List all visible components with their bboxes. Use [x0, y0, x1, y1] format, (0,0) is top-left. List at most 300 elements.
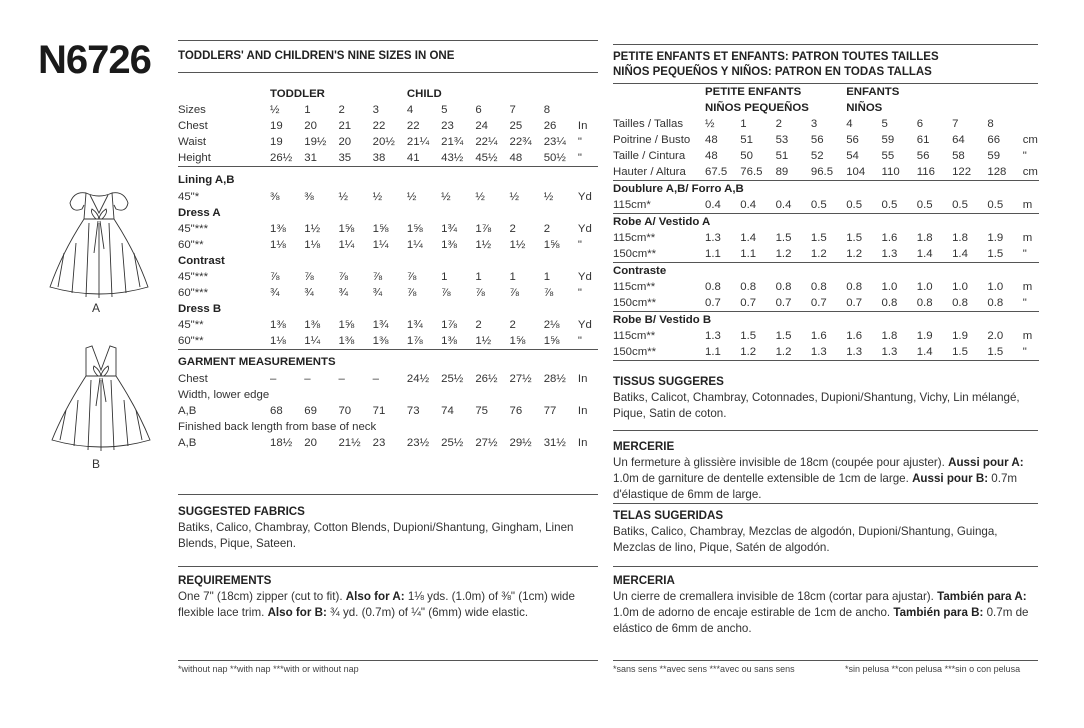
- row-label: 60"**: [178, 335, 204, 347]
- cell-value: 1.3: [881, 248, 898, 260]
- cell-value: ½: [509, 191, 520, 203]
- cell-value: 1½: [509, 239, 526, 251]
- cell-value: 3: [372, 104, 379, 116]
- cell-value: 24: [475, 120, 488, 132]
- table-row: [178, 102, 598, 118]
- cell-value: 1⅜: [304, 319, 321, 331]
- cell-value: 76: [509, 405, 523, 417]
- cell-value: 24½: [406, 373, 430, 385]
- toddler-header-es: NIÑOS PEQUEÑOS: [705, 102, 809, 114]
- table-row: [178, 387, 598, 403]
- unit-label: cm: [1022, 166, 1038, 178]
- unit-label: ": [577, 287, 582, 299]
- cell-value: 1: [740, 118, 747, 130]
- unit-label: [578, 102, 598, 118]
- cell-value: 1: [304, 104, 311, 116]
- cell-value: 1.3: [705, 232, 721, 244]
- cell-value: 0.7: [740, 297, 757, 309]
- cell-value: 22¾: [509, 136, 532, 148]
- section-title: Lining A,B: [178, 167, 598, 190]
- cell-value: 8: [987, 118, 994, 130]
- cell-value: 1.2: [810, 248, 827, 260]
- cell-value: 41: [406, 152, 420, 164]
- cell-value: 19: [270, 136, 283, 148]
- cell-value: 0.5: [881, 199, 898, 211]
- cell-value: 0.8: [881, 297, 898, 309]
- cell-value: 48: [705, 150, 718, 162]
- cell-value: ⅜: [270, 191, 280, 203]
- cell-value: 23: [372, 437, 386, 449]
- dress-a-illustration: [44, 183, 154, 303]
- row-label: Poitrine / Busto: [613, 134, 691, 146]
- cell-value: 7: [952, 118, 959, 130]
- cell-value: 31½: [543, 437, 566, 449]
- cell-value: 4: [846, 118, 853, 130]
- cell-value: 1.2: [775, 346, 792, 358]
- unit-label: In: [577, 437, 588, 449]
- cell-value: 22: [406, 120, 420, 132]
- cell-value: 1⅜: [372, 335, 389, 347]
- table-row: [613, 295, 1039, 312]
- unit-label: ": [577, 152, 582, 164]
- cell-value: 1⅛: [304, 239, 321, 251]
- section-title: Dress A: [178, 207, 221, 219]
- cell-value: ⅞: [441, 287, 451, 299]
- row-label: Width, lower edge: [178, 389, 270, 401]
- cell-value: 54: [846, 150, 859, 162]
- cell-value: 50½: [543, 152, 566, 164]
- cell-value: 50: [740, 150, 753, 162]
- cell-value: 8: [543, 104, 551, 116]
- table-row: [178, 205, 598, 221]
- dress-b-illustration: [46, 340, 156, 455]
- cell-value: 1.9: [952, 330, 968, 342]
- cell-value: 64: [952, 134, 965, 146]
- cell-value: 1⅜: [441, 239, 457, 251]
- row-label: 115cm**: [613, 281, 656, 293]
- cell-value: 0.7: [846, 297, 863, 309]
- cell-value: 0.8: [846, 281, 863, 293]
- toddler-header: TODDLER: [270, 88, 325, 100]
- cell-value: ⅞: [372, 271, 383, 283]
- unit-label: In: [577, 373, 588, 385]
- row-label: Finished back length from base of neck: [178, 421, 377, 433]
- table-row: [613, 84, 1039, 100]
- cell-value: 5: [881, 118, 888, 130]
- unit-label: ": [577, 335, 582, 347]
- cell-value: 1.6: [810, 330, 827, 342]
- row-label: Sizes: [178, 104, 206, 116]
- cell-value: 71: [372, 405, 386, 417]
- row-label: 150cm**: [613, 297, 657, 309]
- child-header-fr: ENFANTS: [846, 86, 900, 98]
- cell-value: 5: [441, 104, 448, 116]
- cell-value: 110: [881, 166, 900, 178]
- cell-value: 1½: [304, 223, 321, 235]
- cell-value: 25½: [441, 437, 464, 449]
- cell-value: 1.0: [916, 281, 933, 293]
- cell-value: 56: [916, 150, 930, 162]
- unit-label: ": [1022, 297, 1027, 309]
- cell-value: 1.8: [916, 232, 933, 244]
- cell-value: 19: [270, 120, 283, 132]
- cell-value: 128: [987, 166, 1007, 178]
- cell-value: 68: [270, 405, 283, 417]
- table-row: [178, 221, 598, 237]
- fr-tissus: TISSUS SUGGERES Batiks, Calicot, Chambray, Cotonnades, Dupioni/Shantung, Vichy, Lin mélangé, Pique, Satin de coton.: [613, 375, 1020, 420]
- table-row: [613, 116, 1039, 132]
- cell-value: ½: [475, 191, 485, 203]
- table-row: [613, 328, 1039, 344]
- fr-title: PETITE ENFANTS ET ENFANTS: PATRON TOUTES TAILLES: [613, 51, 939, 63]
- row-label: Tailles / Tallas: [613, 118, 684, 130]
- cell-value: 1.3: [705, 330, 721, 342]
- section-title: Dress B: [178, 303, 222, 315]
- cell-value: 2.0: [987, 330, 1004, 342]
- row-label: Waist: [178, 136, 207, 148]
- cell-value: 48: [509, 152, 523, 164]
- en-size-table: [178, 86, 598, 451]
- child-header-es: NIÑOS: [846, 102, 883, 114]
- table-row: [178, 333, 598, 350]
- section-title: Robe A/ Vestido A: [613, 214, 1039, 231]
- row-label: Taille / Cintura: [613, 150, 686, 162]
- cell-value: ⅜: [304, 191, 314, 203]
- cell-value: 0.8: [740, 281, 757, 293]
- cell-value: 59: [987, 150, 1001, 162]
- unit-label: m: [1022, 232, 1033, 244]
- table-row: [178, 285, 598, 301]
- cell-value: 55: [881, 150, 895, 162]
- cell-value: 27½: [475, 437, 498, 449]
- cell-value: 1⅞: [441, 319, 457, 331]
- table-row: [178, 350, 598, 372]
- cell-value: 26: [543, 120, 557, 132]
- cell-value: –: [372, 373, 379, 385]
- cell-value: 1.2: [846, 248, 863, 260]
- table-row: [178, 189, 598, 205]
- table-row: [613, 214, 1039, 231]
- cell-value: 0.8: [952, 297, 968, 309]
- unit-label: cm: [1022, 134, 1038, 146]
- unit-label: m: [1022, 330, 1033, 342]
- cell-value: 1.5: [810, 232, 827, 244]
- cell-value: 0.4: [705, 199, 721, 211]
- cell-value: 1¾: [372, 319, 389, 331]
- cell-value: ¾: [338, 287, 348, 299]
- cell-value: ⅞: [406, 287, 417, 299]
- cell-value: 1.8: [881, 330, 898, 342]
- unit-label: Yd: [577, 319, 592, 331]
- table-row: [178, 435, 598, 451]
- cell-value: ⅞: [475, 287, 485, 299]
- table-row: [613, 312, 1039, 329]
- row-label: 45"**: [178, 319, 204, 331]
- cell-value: 4: [406, 104, 414, 116]
- cell-value: 1.0: [952, 281, 968, 293]
- cell-value: 2: [338, 104, 345, 116]
- cell-value: 6: [475, 104, 482, 116]
- unit-label: m: [1022, 281, 1033, 293]
- cell-value: 89: [775, 166, 789, 178]
- en-title: TODDLERS' AND CHILDREN'S NINE SIZES IN ONE: [178, 50, 455, 62]
- cell-value: 53: [775, 134, 789, 146]
- cell-value: 31: [304, 152, 317, 164]
- cell-value: 75: [475, 405, 488, 417]
- child-header: CHILD: [406, 88, 442, 100]
- cell-value: 1¾: [406, 319, 423, 331]
- cell-value: ⅞: [406, 271, 417, 283]
- cell-value: ¾: [270, 287, 280, 299]
- table-row: [178, 150, 598, 167]
- cell-value: ½: [372, 191, 383, 203]
- cell-value: ¾: [372, 287, 383, 299]
- cell-value: 2: [509, 223, 516, 235]
- unit-label: In: [577, 405, 588, 417]
- cell-value: ⅞: [338, 271, 348, 283]
- cell-value: 1⅜: [270, 319, 286, 331]
- cell-value: 25½: [441, 373, 464, 385]
- table-row: [178, 403, 598, 419]
- es-footnote: *sin pelusa **con pelusa ***sin o con pelusa: [845, 664, 1021, 674]
- cell-value: 1⅝: [338, 223, 355, 235]
- unit-label: Yd: [577, 191, 592, 203]
- cell-value: 1⅛: [270, 335, 286, 347]
- cell-value: 1⅜: [270, 223, 286, 235]
- table-row: [613, 148, 1039, 164]
- cell-value: 0.7: [810, 297, 827, 309]
- cell-value: 1.6: [846, 330, 863, 342]
- cell-value: 21½: [338, 437, 361, 449]
- cell-value: 56: [846, 134, 859, 146]
- table-row: [178, 118, 598, 134]
- cell-value: 1.5: [952, 346, 968, 358]
- cell-value: –: [338, 373, 345, 385]
- cell-value: 1⅞: [406, 335, 423, 347]
- cell-value: 0.7: [775, 297, 792, 309]
- table-row: [178, 301, 598, 317]
- cell-value: 1.4: [916, 248, 933, 260]
- cell-value: 1.0: [987, 281, 1004, 293]
- cell-value: 1.9: [987, 232, 1004, 244]
- row-label: 60"***: [178, 287, 209, 299]
- section-title: Contraste: [613, 263, 1039, 280]
- table-row: [178, 134, 598, 150]
- row-label: 115cm**: [613, 232, 656, 244]
- fr-footnote: *sans sens **avec sens ***avec ou sans sens: [613, 664, 795, 674]
- row-label: 45"***: [178, 271, 209, 283]
- cell-value: 76.5: [740, 166, 763, 178]
- view-b-label: B: [92, 457, 101, 471]
- cell-value: 1½: [475, 335, 492, 347]
- cell-value: 28½: [543, 373, 566, 385]
- section-title: Doublure A,B/ Forro A,B: [613, 181, 1039, 198]
- cell-value: 122: [952, 166, 972, 178]
- cell-value: –: [270, 373, 277, 385]
- cell-value: 0.8: [810, 281, 827, 293]
- cell-value: 25: [509, 120, 523, 132]
- unit-label: In: [577, 120, 588, 132]
- unit-label: ": [1022, 150, 1027, 162]
- cell-value: 1.5: [775, 330, 792, 342]
- cell-value: 69: [304, 405, 317, 417]
- unit-label: Yd: [577, 223, 592, 235]
- cell-value: 1⅞: [475, 223, 492, 235]
- table-row: [178, 237, 598, 253]
- cell-value: 0.5: [810, 199, 827, 211]
- cell-value: 1¾: [441, 223, 457, 235]
- fr-mercerie: MERCERIE Un fermeture à glissière invisible de 18cm (coupée pour ajuster). Aussi pour A: 1.0m de garniture de dentelle extensible de 1cm de large. Aussi pour B: 0.7m d'élastique de 6mm de large.: [613, 440, 1024, 501]
- cell-value: 20½: [372, 136, 395, 148]
- cell-value: 0.4: [775, 199, 792, 211]
- row-label: 115cm**: [613, 330, 656, 342]
- unit-label: m: [1022, 199, 1033, 211]
- cell-value: –: [304, 373, 311, 385]
- cell-value: 1.2: [740, 346, 757, 358]
- cell-value: 20: [304, 437, 317, 449]
- cell-value: 6: [916, 118, 924, 130]
- cell-value: ¾: [304, 287, 314, 299]
- cell-value: 1.5: [740, 330, 757, 342]
- cell-value: 27½: [509, 373, 532, 385]
- cell-value: 70: [338, 405, 352, 417]
- cell-value: ½: [543, 191, 554, 203]
- unit-label: ": [1022, 346, 1027, 358]
- cell-value: ½: [338, 191, 348, 203]
- cell-value: 1½: [475, 239, 492, 251]
- unit-label: ": [1022, 248, 1027, 260]
- cell-value: 1⅝: [406, 223, 423, 235]
- cell-value: 2: [509, 319, 516, 331]
- table-row: [613, 132, 1039, 148]
- cell-value: 20: [304, 120, 317, 132]
- cell-value: 26½: [475, 373, 498, 385]
- cell-value: 0.8: [775, 281, 792, 293]
- cell-value: 1¼: [338, 239, 355, 251]
- cell-value: ½: [406, 191, 417, 203]
- cell-value: 2: [775, 118, 782, 130]
- cell-value: 51: [740, 134, 753, 146]
- table-row: [178, 167, 598, 190]
- cell-value: 0.5: [916, 199, 933, 211]
- row-label: A,B: [178, 405, 197, 417]
- cell-value: 1.5: [846, 232, 863, 244]
- cell-value: 38: [372, 152, 386, 164]
- toddler-header-fr: PETITE ENFANTS: [705, 86, 802, 98]
- cell-value: 1: [441, 271, 448, 283]
- cell-value: 21¼: [406, 136, 430, 148]
- cell-value: 45½: [475, 152, 498, 164]
- row-label: 150cm**: [613, 346, 657, 358]
- es-title: NIÑOS PEQUEÑOS Y NIÑOS: PATRON EN TODAS TALLAS: [613, 66, 932, 78]
- cell-value: 1⅜: [441, 335, 457, 347]
- row-label: 45"***: [178, 223, 209, 235]
- cell-value: 1.8: [952, 232, 968, 244]
- cell-value: 1.4: [916, 346, 933, 358]
- en-fabrics: SUGGESTED FABRICS Batiks, Calico, Chambray, Cotton Blends, Dupioni/Shantung, Gingham, Linen Blends, Pique, Sateen.: [178, 505, 574, 550]
- cell-value: 21: [338, 120, 352, 132]
- cell-value: 48: [705, 134, 718, 146]
- cell-value: 0.5: [987, 199, 1004, 211]
- cell-value: 77: [543, 405, 557, 417]
- cell-value: 116: [916, 166, 935, 178]
- es-merceria: MERCERIA Un cierre de cremallera invisible de 18cm (cortar para ajustar). También para A: 1.0m de adorno de encaje estirable de 1cm de ancho. También para B: 0.7m de elástico de 6mm de ancho.: [613, 574, 1029, 635]
- cell-value: 23¼: [543, 136, 566, 148]
- cell-value: 1.1: [740, 248, 757, 260]
- table-row: [613, 230, 1039, 246]
- cell-value: 1.3: [846, 346, 863, 358]
- row-label: Chest: [178, 120, 208, 132]
- cell-value: 1.5: [987, 346, 1004, 358]
- table-row: [613, 344, 1039, 361]
- cell-value: 1.3: [810, 346, 827, 358]
- cell-value: 1⅝: [543, 335, 560, 347]
- cell-value: 1.1: [705, 248, 721, 260]
- cell-value: 1¼: [406, 239, 423, 251]
- unit-label: ": [577, 239, 582, 251]
- cell-value: 19½: [304, 136, 327, 148]
- cell-value: 2⅛: [543, 319, 560, 331]
- cell-value: 18½: [270, 437, 293, 449]
- section-title: Contrast: [178, 255, 225, 267]
- cell-value: 1.4: [740, 232, 757, 244]
- cell-value: 1.9: [916, 330, 933, 342]
- cell-value: 0.8: [916, 297, 933, 309]
- cell-value: 23: [441, 120, 454, 132]
- cell-value: 56: [810, 134, 824, 146]
- table-row: [178, 86, 598, 102]
- cell-value: 0.4: [740, 199, 757, 211]
- en-footnote: *without nap **with nap ***with or without nap: [178, 664, 359, 674]
- cell-value: 20: [338, 136, 352, 148]
- cell-value: 2: [475, 319, 482, 331]
- cell-value: ½: [705, 118, 715, 130]
- table-row: [613, 181, 1039, 198]
- cell-value: 1⅝: [509, 335, 526, 347]
- en-requirements: REQUIREMENTS One 7" (18cm) zipper (cut to fit). Also for A: 1⅛ yds. (1.0m) of ⅜" (1cm) wide flexible lace trim. Also for B: ¾ yd. (0.7m) of ¼" (6mm) wide elastic.: [178, 574, 575, 619]
- cell-value: ½: [441, 191, 451, 203]
- view-a-label: A: [92, 301, 101, 315]
- cell-value: 104: [846, 166, 866, 178]
- cell-value: 51: [775, 150, 789, 162]
- table-row: [178, 253, 598, 269]
- cell-value: ½: [270, 104, 280, 116]
- unit-label: ": [577, 136, 582, 148]
- cell-value: 96.5: [810, 166, 834, 178]
- cell-value: 7: [509, 104, 516, 116]
- row-label: A,B: [178, 437, 197, 449]
- cell-value: ⅞: [270, 271, 280, 283]
- cell-value: 35: [338, 152, 352, 164]
- cell-value: 61: [916, 134, 930, 146]
- row-label: Height: [178, 152, 211, 164]
- cell-value: 3: [810, 118, 818, 130]
- cell-value: 59: [881, 134, 895, 146]
- es-telas: TELAS SUGERIDAS Batiks, Calico, Chambray, Mezclas de algodón, Dupioni/Shantung, Guinga, Mezclas de lino, Pique, Satén de algodón.: [613, 509, 998, 554]
- table-row: [613, 100, 1039, 116]
- cell-value: 1.5: [987, 248, 1004, 260]
- cell-value: 29½: [509, 437, 532, 449]
- cell-value: 1: [543, 271, 551, 283]
- cell-value: 1⅝: [338, 319, 355, 331]
- cell-value: 1.6: [881, 232, 898, 244]
- cell-value: 1⅝: [543, 239, 560, 251]
- cell-value: 1⅛: [270, 239, 286, 251]
- row-label: 115cm*: [613, 199, 651, 211]
- table-row: [613, 263, 1039, 280]
- cell-value: 21¾: [441, 136, 464, 148]
- table-row: [613, 279, 1039, 295]
